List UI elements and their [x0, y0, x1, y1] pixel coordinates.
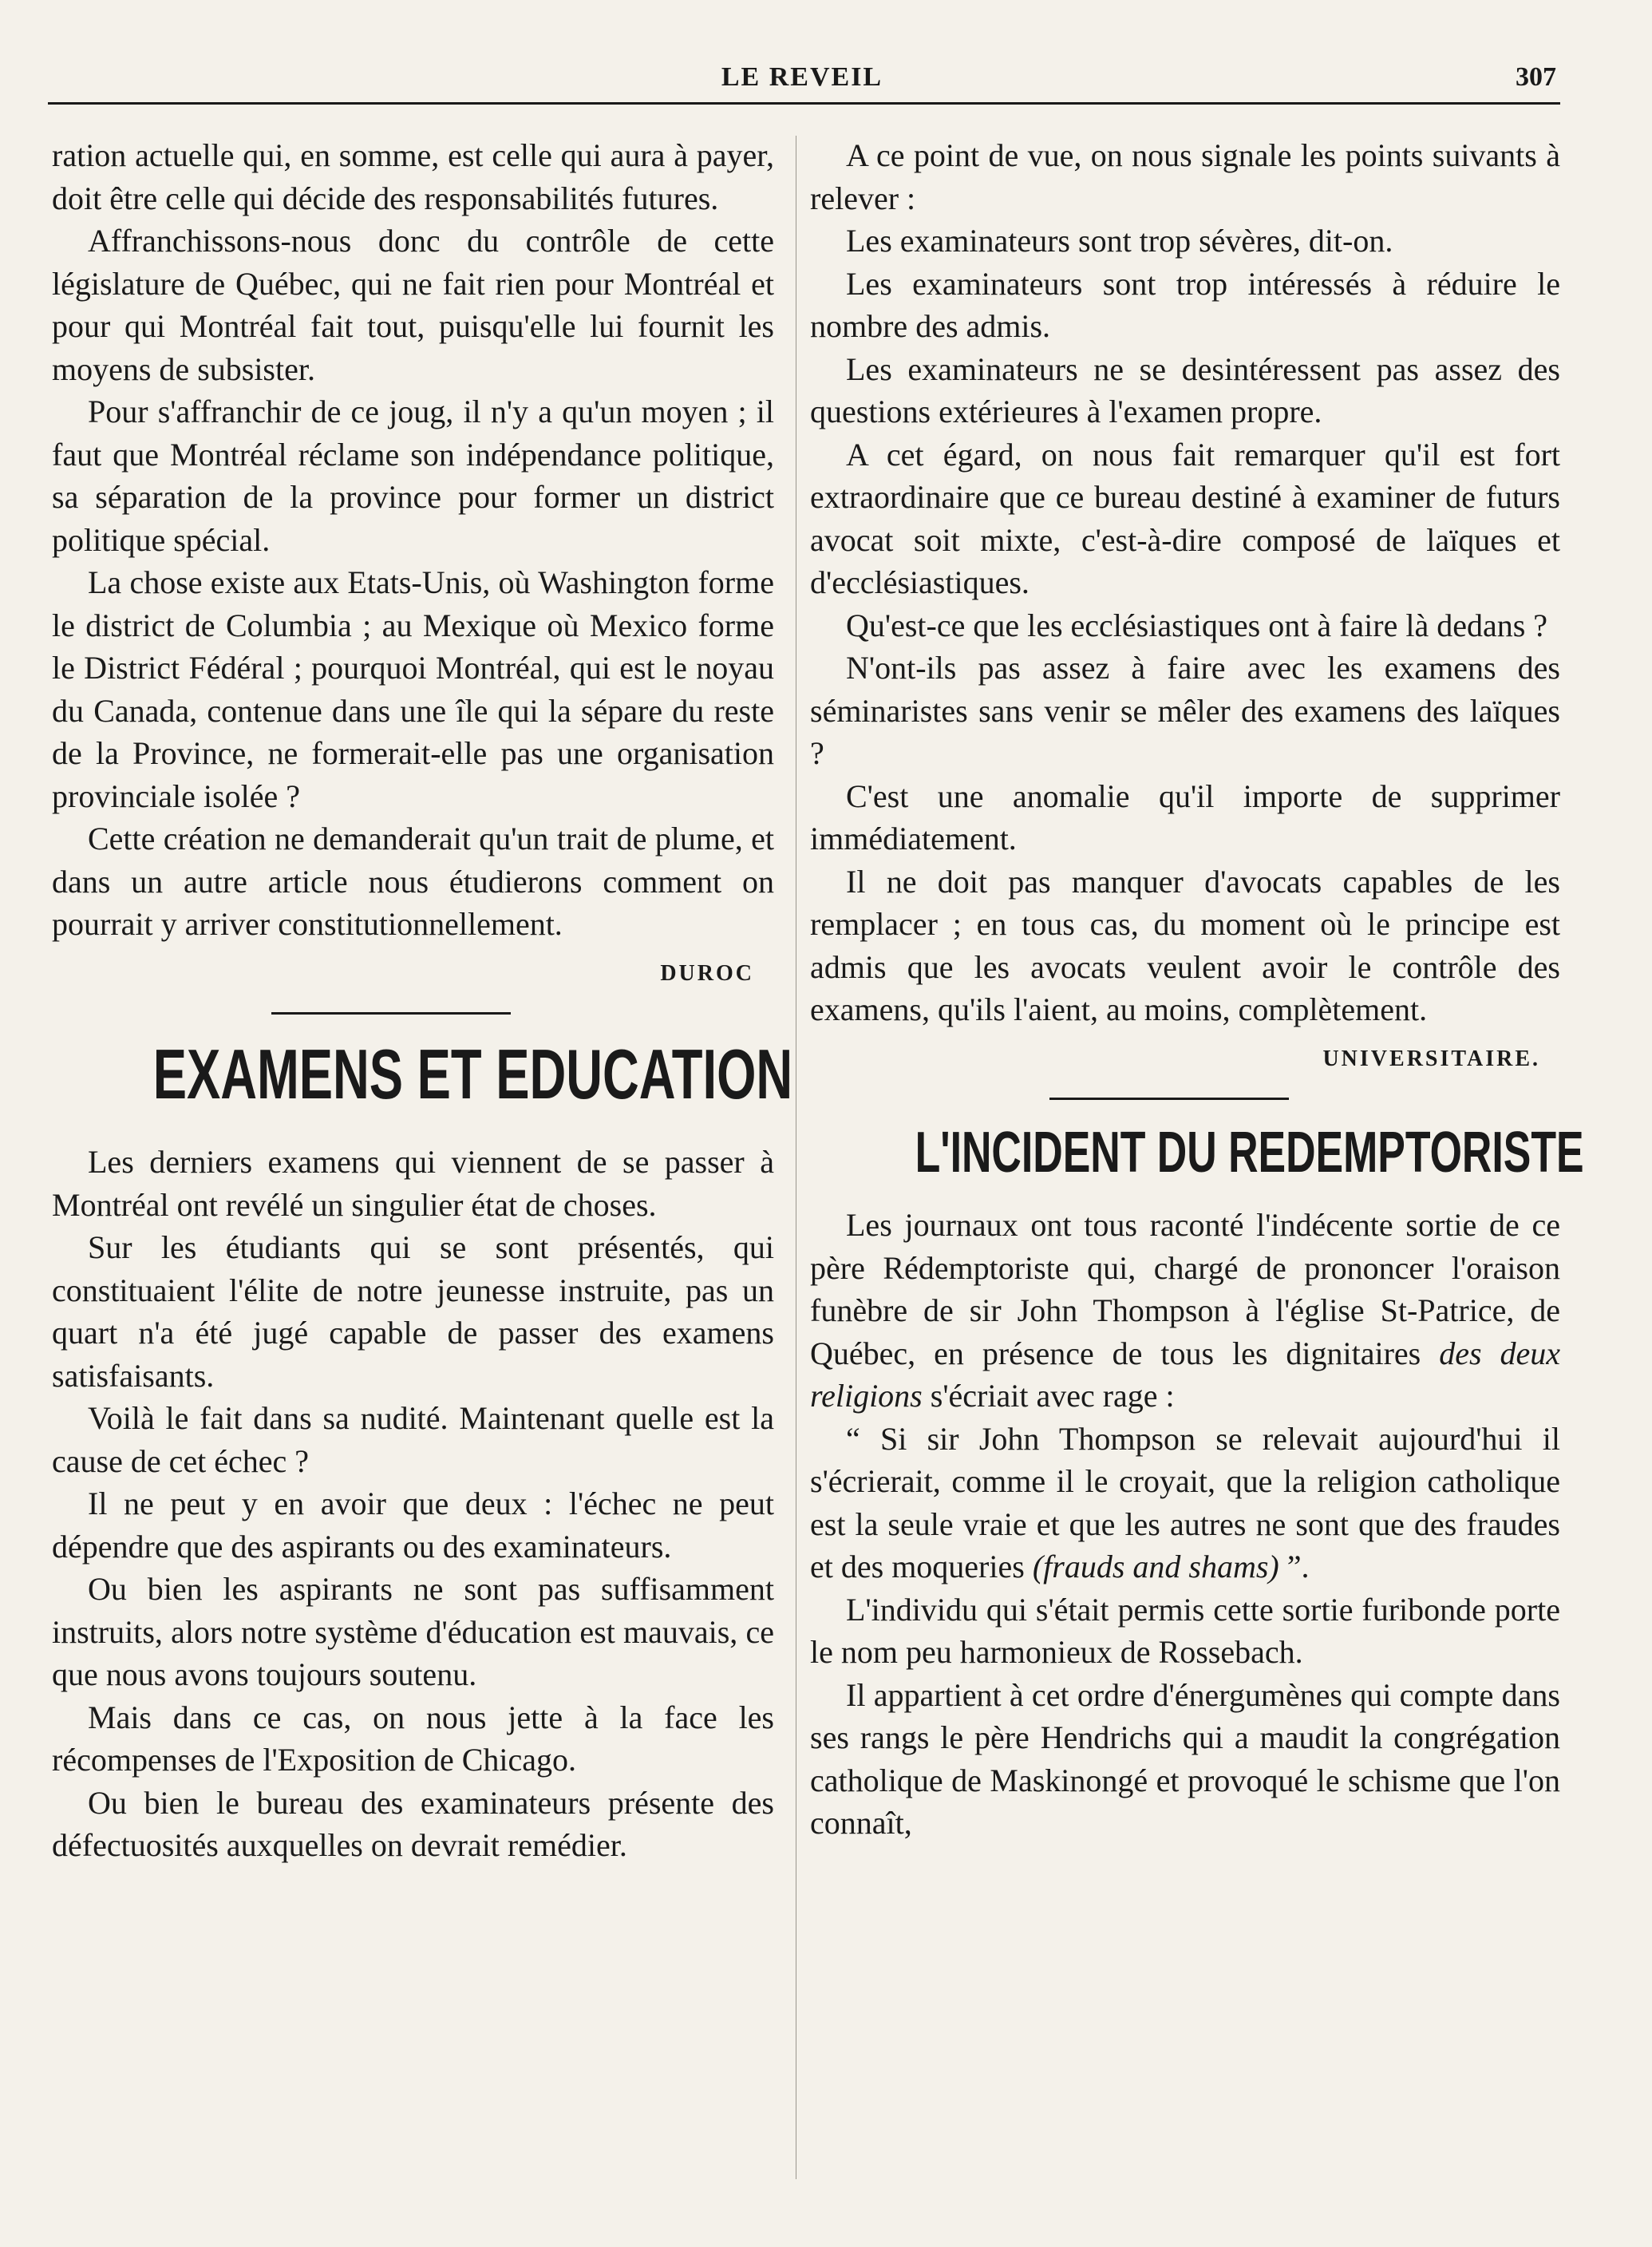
paragraph: Affranchissons-nous donc du contrôle de cette législature de Québec, qui ne fait rien pour Montréal et pour qui Montréal fait tout, puisqu'elle lui fournit les moyens de subsister. — [52, 223, 774, 387]
paragraph: Il ne doit pas manquer d'avocats capables de les remplacer ; en tous cas, du moment où le principe est admis que les avocats veulent avoir le contrôle des examens, qu'ils l'aient, au moins, complètement. — [810, 863, 1560, 1027]
paragraph: Sur les étudiants qui se sont présentés, qui constituaient l'élite de notre jeunesse instruite, pas un quart n'a été jugé capable de passer des examens satisfaisants. — [52, 1229, 774, 1394]
section-heading: L'INCIDENT DU REDEMPTORISTE — [915, 1121, 1584, 1185]
paragraph: Il appartient à cet ordre d'énergumènes qui compte dans ses rangs le père Hendrichs qui a maudit la congrégation catholique de Maskinongé et provoqué le schisme que l'on connaît, — [810, 1676, 1560, 1841]
running-head — [48, 62, 1556, 102]
paragraph-text: Les journaux ont tous raconté l'indécente sortie de ce père Rédemptoriste qui, chargé de prononcer l'oraison funèbre de sir John Thompson à l'église St-Patrice, de Québec, en présence de tous les dignitaires — [810, 1207, 1560, 1371]
section-separator — [271, 1012, 511, 1015]
paragraph: La chose existe aux Etats-Unis, où Washington forme le district de Columbia ; au Mexique où Mexico forme le District Fédéral ; pourquoi Montréal, qui est le noyau du Canada, contenue dans une île qui la sépare du reste de la Province, ne formerait-elle pas une organisation provinciale isolée ? — [52, 564, 774, 814]
paragraph: A cet égard, on nous fait remarquer qu'il est fort extraordinaire que ce bureau destiné à examiner de futurs avocat soit mixte, c'est-à-dire composé de laïques et d'ecclésiastiques. — [810, 436, 1560, 600]
paragraph: L'individu qui s'était permis cette sortie furibonde porte le nom peu harmonieux de Rossebach. — [810, 1591, 1560, 1670]
paragraph: A ce point de vue, on nous signale les points suivants à relever : — [810, 137, 1560, 216]
paragraph: Les derniers examens qui viennent de se passer à Montréal ont revélé un singulier état de choses. — [52, 1144, 774, 1223]
paragraph: Les examinateurs sont trop sévères, dit-on. — [846, 223, 1393, 259]
paragraph: Mais dans ce cas, on nous jette à la face les récompenses de l'Exposition de Chicago. — [52, 1699, 774, 1778]
paragraph: Pour s'affranchir de ce joug, il n'y a qu'un moyen ; il faut que Montréal réclame son indépendance politique, sa séparation de la province pour former un district politique spécial. — [52, 394, 774, 558]
quotation-paragraph — [810, 1418, 1560, 1588]
article-signature: DUROC — [660, 960, 754, 986]
paragraph: Les examinateurs sont trop intéressés à réduire le nombre des admis. — [810, 265, 1560, 344]
paragraph: Ou bien les aspirants ne sont pas suffisamment instruits, alors notre système d'éducation est mauvais, ce que nous avons toujours soutenu. — [52, 1571, 774, 1692]
italic-phrase: des deux religions — [810, 1335, 1561, 1414]
paragraph: Voilà le fait dans sa nudité. Maintenant quelle est la cause de cet échec ? — [52, 1400, 774, 1479]
paragraph-text: s'écriait avec rage : — [922, 1378, 1175, 1414]
newspaper-title: LE REVEIL — [721, 62, 883, 92]
italic-phrase: (frauds and shams) — [1032, 1549, 1279, 1584]
paragraph: Qu'est-ce que les ecclésiastiques ont à faire là dedans ? — [846, 607, 1548, 643]
paragraph: Il ne peut y en avoir que deux : l'échec ne peut dépendre que des aspirants ou des examinateurs. — [52, 1485, 774, 1565]
paragraph: Cette création ne demanderait qu'un trait de plume, et dans un autre article nous étudierons comment on pourrait y arriver constitutionnellement. — [52, 821, 774, 942]
page-number: 307 — [1516, 62, 1556, 92]
paragraph: ration actuelle qui, en somme, est celle qui aura à payer, doit être celle qui décide des responsabilités futures. — [52, 137, 774, 216]
paragraph-text: “ Si sir John Thompson se relevait aujourd'hui il s'écrierait, comme il le croyait, que la religion catholique est la seule vraie et que les autres ne sont que des fraudes et des moqueries — [810, 1420, 1560, 1584]
article-signature: UNIVERSITAIRE. — [1322, 1046, 1540, 1071]
right-column — [810, 134, 1584, 1845]
paragraph-text: ”. — [1279, 1549, 1310, 1584]
paragraph: Les examinateurs ne se desintéressent pas assez des questions extérieures à l'examen propre. — [810, 350, 1560, 429]
left-column — [52, 134, 793, 1867]
header-rule — [48, 102, 1560, 105]
paragraph — [810, 1204, 1560, 1418]
paragraph: N'ont-ils pas assez à faire avec les examens des séminaristes sans venir se mêler des examens des laïques ? — [810, 650, 1560, 771]
paragraph: Ou bien le bureau des examinateurs présente des défectuosités auxquelles on devrait remédier. — [52, 1784, 774, 1863]
section-heading: EXAMENS ET EDUCATION — [152, 1034, 793, 1114]
section-separator — [1049, 1098, 1289, 1100]
paragraph: C'est une anomalie qu'il importe de supprimer immédiatement. — [810, 777, 1560, 856]
